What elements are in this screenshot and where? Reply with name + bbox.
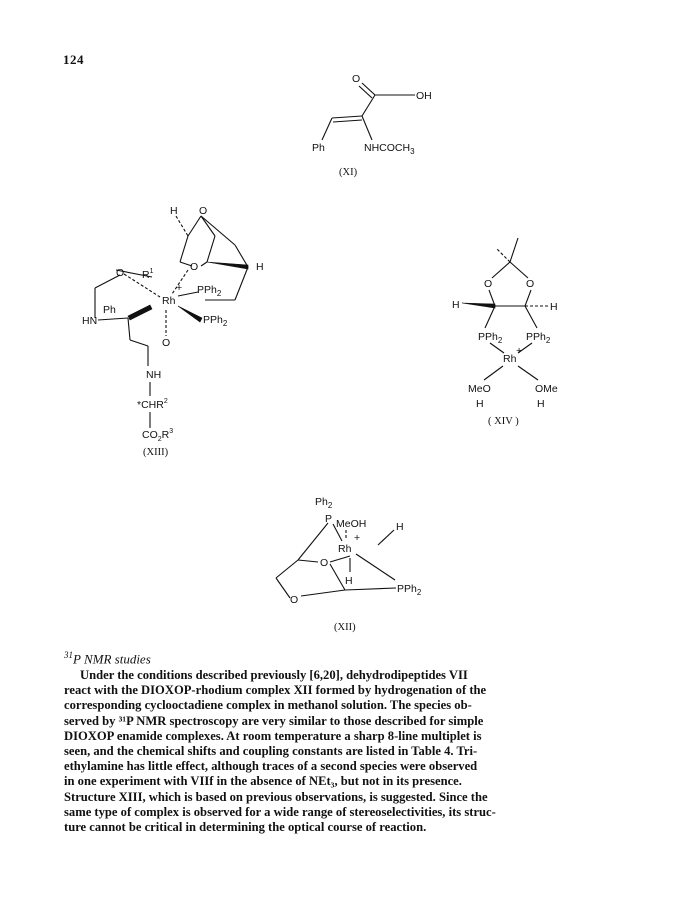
xii-plus: +: [354, 532, 361, 544]
xiii-o-top: O: [199, 205, 208, 217]
xiii-o-low: O: [162, 337, 171, 349]
xi-oh: OH: [416, 90, 432, 102]
xiv-pph2a: PPh: [478, 331, 498, 343]
heading-superscript: 31: [64, 650, 73, 660]
xiv-ome: OMe: [535, 383, 558, 395]
body-line: Under the conditions described previously [6,20], dehydrodipeptides VII: [80, 668, 468, 682]
xiv-plus: +: [516, 345, 523, 357]
xiv-caption: ( XIV ): [488, 416, 519, 427]
svg-text:PPh2: PPh$_2$: [478, 331, 503, 345]
svg-text:PPh2: PPh$_2$: [197, 284, 222, 298]
xii-h-low: H: [345, 575, 353, 587]
xiii-ph: Ph: [103, 304, 116, 316]
xii-meoh: MeOH: [336, 518, 367, 530]
body-line: Structure XIII, which is based on previous observations, is suggested. Since the: [64, 789, 488, 804]
structure-xii: [276, 496, 422, 633]
svg-text:PPh2: PPh$_2$: [397, 583, 422, 597]
xiii-hn: HN: [82, 315, 98, 327]
xii-ph2: Ph: [315, 496, 328, 508]
svg-text:*CHR2: *CHR$^2$: [137, 398, 168, 411]
xiii-o-left: O: [116, 267, 125, 279]
xiii-caption: (XIII): [143, 447, 169, 458]
xii-o1: O: [320, 557, 329, 569]
xiii-r1-sup: 1: [149, 268, 154, 275]
xiv-rh: Rh: [503, 353, 517, 365]
xi-o: O: [352, 73, 361, 85]
body-line: corresponding cyclooctadiene complex in methanol solution. The species ob-: [64, 698, 472, 713]
body-line: seen, and the chemical shifts and coupling constants are listed in Table 4. Tri-: [64, 744, 478, 759]
body-line: in one experiment with VIIf in the absence of NEt₃, but not in its presence.: [64, 774, 462, 789]
body-line: react with the DIOXOP-rhodium complex XII formed by hydrogenation of the: [64, 683, 487, 698]
xiv-pph2b: PPh: [526, 331, 546, 343]
svg-text:NHCOCH3: [364, 142, 415, 156]
structure-xiv: [452, 238, 558, 427]
xii-caption: (XII): [334, 622, 356, 633]
xiii-rh: Rh: [162, 295, 176, 307]
xii-rh: Rh: [338, 543, 352, 555]
xiv-h2: H: [537, 398, 545, 410]
xi-caption: (XI): [339, 167, 358, 178]
heading-text: P NMR studies: [73, 651, 151, 667]
svg-text:PPh2: PPh$_2$: [526, 331, 551, 345]
xiv-o2: O: [526, 278, 535, 290]
xii-o2: O: [290, 594, 299, 606]
page-number: 124: [63, 52, 84, 67]
xiii-chr: *CHR: [137, 399, 164, 411]
body-line: same type of complex is observed for a wide range of stereoselectivities, its struc-: [64, 804, 496, 819]
structure-xiii: [82, 205, 264, 458]
svg-text:PPh2: PPh$_2$: [203, 314, 228, 328]
xiii-pph2b: PPh: [203, 314, 223, 326]
body-paragraph: [64, 668, 624, 835]
xiii-r1: R: [142, 269, 150, 281]
xi-nh-sub: 3: [410, 147, 415, 156]
body-line: served by ³¹P NMR spectroscopy are very similar to those described for simple: [64, 713, 484, 728]
structure-xi: [312, 73, 432, 178]
xii-p: P: [325, 513, 333, 525]
xiv-h-r: H: [550, 301, 558, 313]
xiv-h1: H: [476, 398, 484, 410]
body-line: ethylamine has little effect, although traces of a second species were observed: [64, 759, 478, 774]
xiv-o1: O: [484, 278, 493, 290]
xiv-meo: MeO: [468, 383, 491, 395]
xii-pph2: PPh: [397, 583, 417, 595]
section-heading: [64, 650, 151, 667]
xi-nh: NHCOCH: [364, 142, 411, 154]
xiii-co2: CO: [142, 429, 158, 441]
xiii-plus: +: [176, 282, 183, 294]
xiv-h-l: H: [452, 299, 460, 311]
svg-text:R1: [142, 268, 154, 281]
xii-h-r: H: [396, 521, 404, 533]
xi-ph: Ph: [312, 142, 325, 154]
svg-text:Ph2: $Ph_2$: [315, 496, 333, 510]
xiii-o-ring: O: [190, 261, 199, 273]
xiii-nh: NH: [146, 369, 162, 381]
body-line: DIOXOP enamide complexes. At room temperature a sharp 8-line multiplet is: [64, 728, 482, 743]
xiii-h-top: H: [170, 205, 178, 217]
body-line: ture cannot be critical in determining the optical course of reaction.: [64, 820, 427, 835]
svg-text:CO2R3: $CO_2R^3$: [142, 428, 174, 443]
xiii-h-right: H: [256, 261, 264, 273]
xiii-pph2a: PPh: [197, 284, 217, 296]
